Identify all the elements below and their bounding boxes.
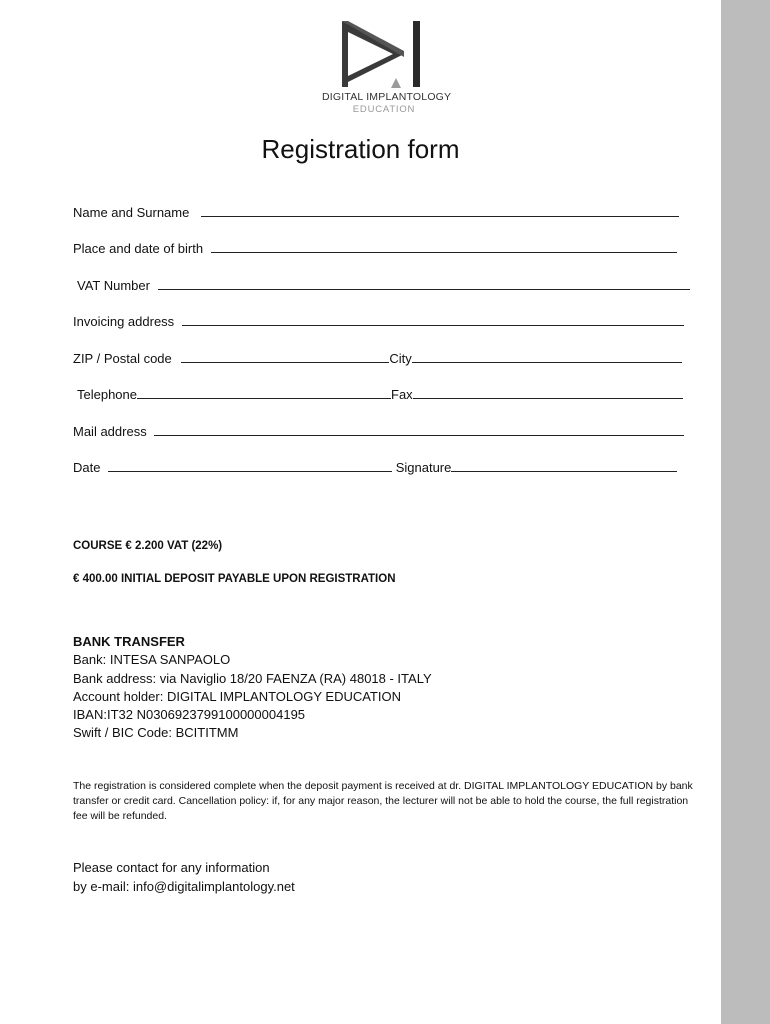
telephone-field[interactable] — [77, 386, 683, 402]
scroll-sidebar — [721, 0, 770, 1024]
bank-line: Account holder: DIGITAL IMPLANTOLOGY EDUCATION — [73, 688, 401, 704]
logo-brand-text: DIGITAL IMPLANTOLOGY — [322, 91, 452, 103]
date-label: Date — [73, 460, 101, 475]
registration-note: The registration is considered complete when the deposit payment is received at dr. DIGITAL IMPLANTOLOGY EDUCATION by bank transfer or credit card. Cancellation policy: if, for any major reason, the lecturer will not be able to hold the course, the full registration fee will be refunded. — [73, 780, 693, 822]
zip-field[interactable] — [73, 350, 682, 366]
invoice-label: Invoicing address — [73, 314, 175, 329]
city-label: City — [389, 351, 412, 366]
contact-section — [73, 859, 295, 896]
birth-blank[interactable] — [211, 240, 677, 253]
birth-field[interactable] — [73, 240, 677, 256]
zip-blank[interactable] — [181, 350, 389, 363]
contact-line: Please contact for any information — [73, 860, 270, 875]
telephone-blank[interactable] — [137, 386, 391, 399]
name-label: Name and Surname — [73, 205, 190, 220]
mail-label: Mail address — [73, 424, 147, 439]
mail-field[interactable] — [73, 423, 684, 439]
bank-line: IBAN:IT32 N0306923799100000004195 — [73, 707, 306, 723]
invoice-field[interactable] — [73, 313, 684, 329]
course-price: COURSE € 2.200 VAT (22%) — [73, 540, 223, 552]
invoice-blank[interactable] — [182, 313, 684, 326]
signature-label: Signature — [395, 460, 452, 475]
date-field[interactable] — [73, 459, 677, 475]
mail-blank[interactable] — [154, 423, 684, 436]
vat-field[interactable] — [77, 277, 690, 293]
bank-line: Swift / BIC Code: BCITITMM — [73, 725, 239, 741]
bank-transfer-section — [73, 633, 432, 743]
fax-label: Fax — [391, 387, 413, 402]
contact-email: by e-mail: info@digitalimplantology.net — [73, 878, 295, 894]
city-blank[interactable] — [412, 350, 682, 363]
deposit-info: € 400.00 INITIAL DEPOSIT PAYABLE UPON REGISTRATION — [73, 573, 396, 585]
logo — [322, 18, 452, 122]
name-blank[interactable] — [201, 204, 679, 217]
play-pause-logo-icon — [338, 18, 430, 90]
fax-blank[interactable] — [413, 386, 683, 399]
vat-label: VAT Number — [77, 278, 150, 293]
bank-heading: BANK TRANSFER — [73, 634, 185, 649]
zip-label: ZIP / Postal code — [73, 351, 172, 366]
birth-label: Place and date of birth — [73, 241, 204, 256]
bank-line: Bank address: via Naviglio 18/20 FAENZA (RA) 48018 - ITALY — [73, 670, 432, 686]
bank-line: Bank: INTESA SANPAOLO — [73, 652, 231, 668]
telephone-label: Telephone — [77, 387, 137, 402]
signature-blank[interactable] — [451, 459, 677, 472]
vat-blank[interactable] — [158, 277, 690, 290]
page-title: Registration form — [261, 134, 460, 164]
date-blank[interactable] — [108, 459, 392, 472]
name-field[interactable] — [73, 204, 679, 220]
logo-subtitle-text: EDUCATION — [352, 104, 416, 115]
